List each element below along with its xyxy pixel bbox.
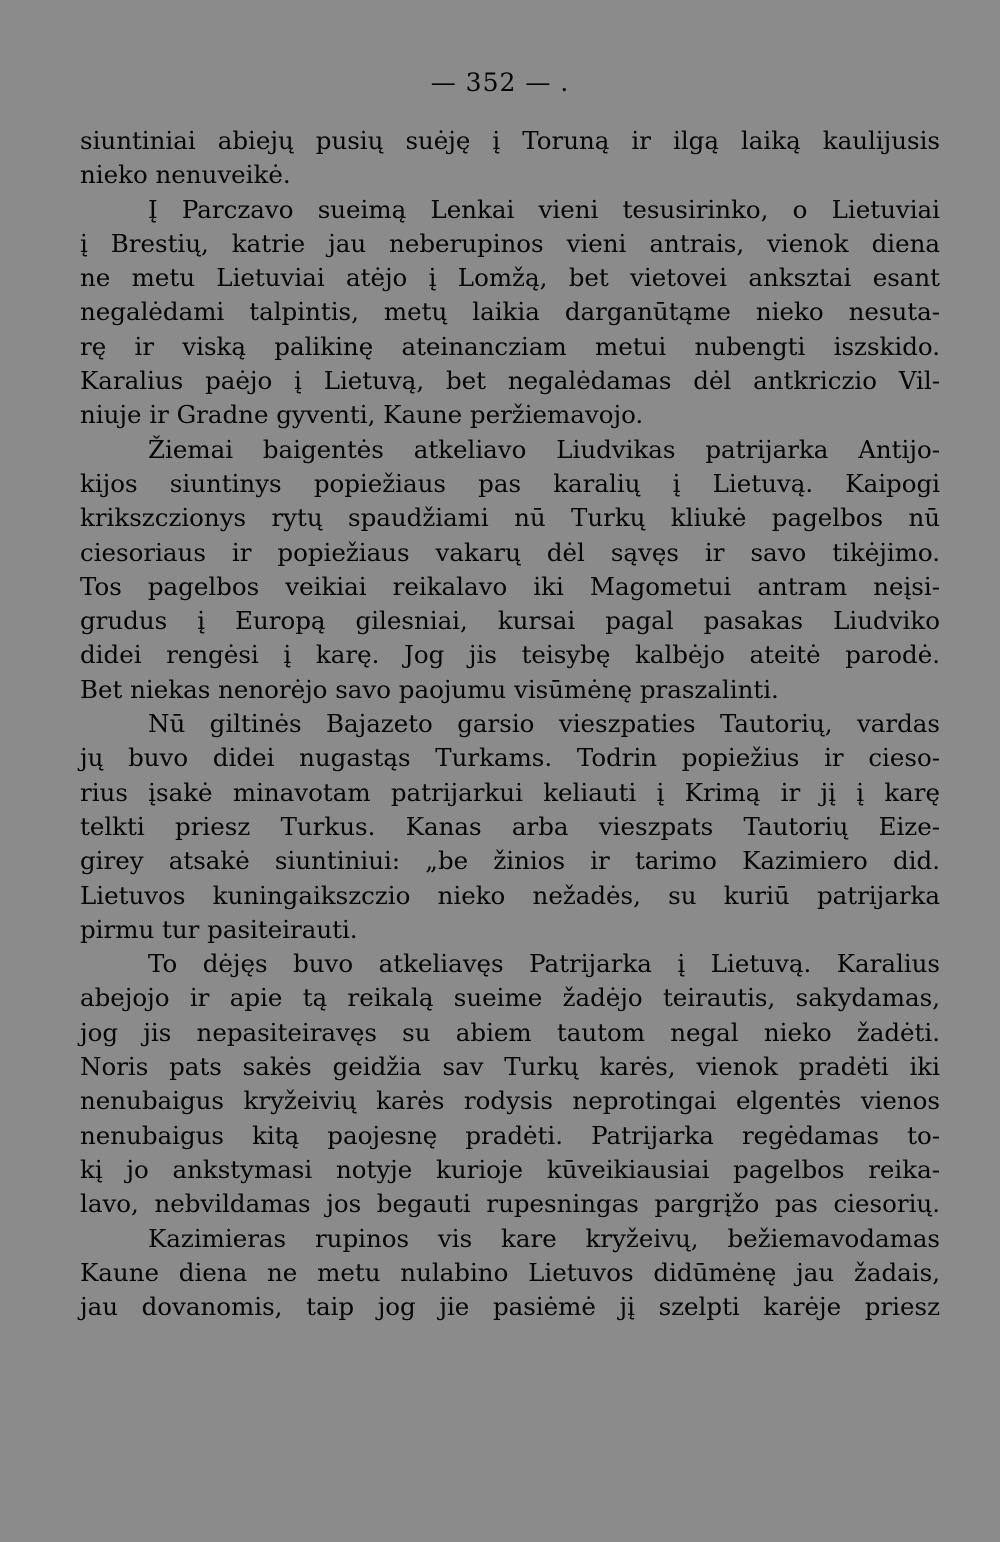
text-line: Bet niekas nenorėjo savo paojumu visūmėnę praszalinti. (80, 674, 779, 704)
text-line: abejojo ir apie tą reikalą sueime žadėjo teirautis, sakydamas, (80, 983, 940, 1013)
text-line: negalėdami talpintis, metų laikia darganūtąme nieko nesuta- (80, 297, 940, 327)
text-line: jog jis nepasiteiravęs su abiem tautom negal nieko žadėti. (80, 1017, 940, 1047)
text-line: Kaune diena ne metu nulabino Lietuvos didūmėnę jau žadais, (80, 1257, 940, 1287)
text-line: grudus į Europą gilesniai, kursai pagal pasakas Liudviko (80, 606, 940, 636)
text-line: nieko nenuveikė. (80, 160, 291, 190)
text-line: Nū giltinės Bajazeto garsio vieszpaties Tautorių, vardas (148, 709, 940, 739)
page-number: — 352 — . (430, 68, 570, 97)
text-line: Karalius paėjo į Lietuvą, bet negalėdamas dėl antkriczio Vil- (80, 366, 940, 396)
text-line: rius įsakė minavotam patrijarkui keliauti į Krimą ir jį į karę (80, 777, 940, 807)
text-line: siuntiniai abiejų pusių suėję į Toruną ir ilgą laiką kaulijusis (80, 126, 940, 155)
text-line: Į Parczavo sueimą Lenkai vieni tesusirinko, o Lietuviai (148, 194, 940, 224)
text-line: nenubaigus kitą paojesnę pradėti. Patrijarka regėdamas to- (80, 1120, 940, 1150)
text-line: didei rengėsi į karę. Jog jis teisybę kalbėjo ateitė parodė. (80, 640, 940, 670)
text-line: ne metu Lietuviai atėjo į Lomžą, bet vietovei anksztai esant (80, 263, 940, 293)
body-text (80, 124, 940, 1324)
text-line: krikszczionys rytų spaudžiami nū Turkų kliukė pagelbos nū (80, 503, 940, 533)
text-line: kį jo ankstymasi notyje kurioje kūveikiausiai pagelbos reika- (80, 1154, 940, 1184)
text-line: rę ir viską palikinę ateinancziam metui nubengti iszskido. (80, 331, 940, 361)
text-line: jų buvo didei nugastąs Turkams. Todrin popiežius ir cieso- (80, 743, 940, 773)
text-line: Noris pats sakės geidžia sav Turkų karės, vienok pradėti iki (80, 1052, 940, 1082)
text-line: į Brestių, katrie jau neberupinos vieni antrais, vienok diena (80, 228, 940, 258)
text-line: niuje ir Gradne gyventi, Kaune peržiemavojo. (80, 400, 644, 430)
text-line: nenubaigus kryžeivių karės rodysis neprotingai elgentės vienos (80, 1086, 940, 1116)
text-line: girey atsakė siuntiniui: „be žinios ir tarimo Kazimiero did. (80, 846, 940, 876)
text-line: Kazimieras rupinos vis kare kryžeivų, bežiemavodamas (148, 1223, 940, 1253)
text-line: kijos siuntinys popiežiaus pas karalių į Lietuvą. Kaipogi (80, 468, 940, 498)
text-line: lavo, nebvildamas jos begauti rupesningas pargrįžo pas ciesorių. (80, 1189, 940, 1219)
text-line: Tos pagelbos veikiai reikalavo iki Magometui antram neįsi- (80, 571, 940, 601)
text-line: To dėjęs buvo atkeliavęs Patrijarka į Lietuvą. Karalius (148, 949, 940, 979)
text-line: telkti priesz Turkus. Kanas arba vieszpats Tautorių Eize- (80, 811, 940, 841)
text-line: Žiemai baigentės atkeliavo Liudvikas patrijarka Antijo- (148, 434, 940, 464)
text-line: Lietuvos kuningaikszczio nieko nežadės, su kuriū patrijarka (80, 880, 940, 910)
text-line: pirmu tur pasiteirauti. (80, 914, 358, 944)
text-line: ciesoriaus ir popiežiaus vakarų dėl sąvęs ir savo tikėjimo. (80, 537, 940, 567)
text-line: jau dovanomis, taip jog jie pasiėmė jį szelpti karėje priesz (80, 1292, 940, 1322)
